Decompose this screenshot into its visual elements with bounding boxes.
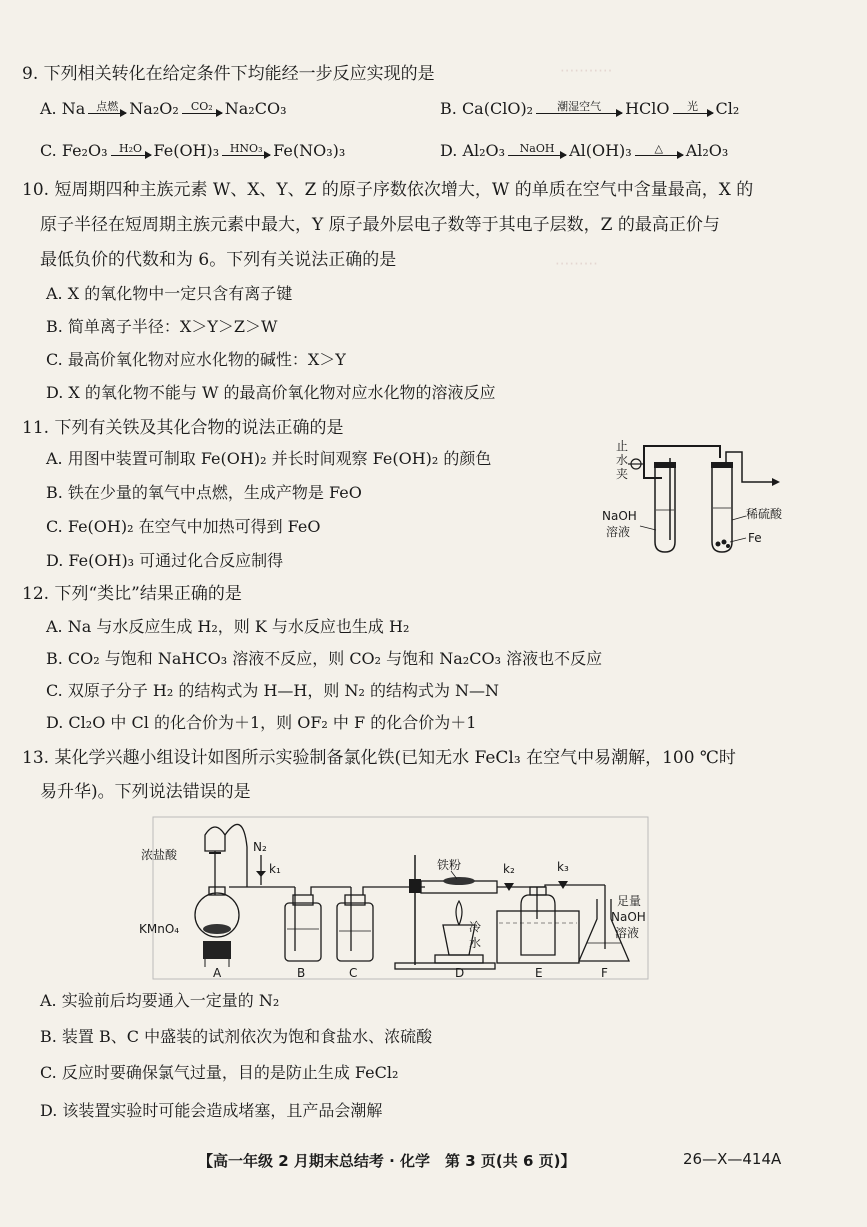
reaction-arrow-icon: CO₂: [182, 101, 222, 114]
reaction-arrow-icon: 光: [673, 101, 713, 114]
q13-option-b[interactable]: B. 装置 B、C 中盛装的试剂依次为饱和食盐水、浓硫酸: [40, 1027, 433, 1046]
water-clip-icon[interactable]: [628, 459, 644, 469]
svg-text:D: D: [455, 966, 465, 980]
q11-option-d[interactable]: D. Fe(OH)₃ 可通过化合反应制得: [46, 551, 284, 570]
svg-text:F: F: [601, 966, 608, 980]
reaction-arrow-icon: NaOH: [508, 143, 566, 156]
q9-stem: 9. 下列相关转化在给定条件下均能经一步反应实现的是: [22, 64, 435, 84]
clip-label: 止: [616, 439, 629, 453]
q13-option-a[interactable]: A. 实验前后均要通入一定量的 N₂: [40, 991, 280, 1010]
svg-text:溶液: 溶液: [615, 926, 640, 940]
svg-text:A: A: [213, 966, 222, 980]
q12-stem: 12. 下列“类比”结果正确的是: [22, 584, 242, 604]
acid-test-tube: [712, 466, 732, 552]
fe-oh2-apparatus-diagram: [600, 438, 800, 563]
svg-text:k₁: k₁: [269, 862, 281, 876]
exam-code: 26—X—414A: [683, 1150, 782, 1168]
q10-stem-line2: 原子半径在短周期主族元素中最大，Y 原子最外层电子数等于其电子层数，Z 的最高正价与: [40, 215, 720, 235]
svg-text:溶液: 溶液: [606, 525, 631, 539]
fecl3-apparatus-diagram: [125, 815, 650, 985]
q11-option-c[interactable]: C. Fe(OH)₂ 在空气中加热可得到 FeO: [46, 517, 321, 536]
reaction-arrow-icon: HNO₃: [222, 143, 270, 156]
q9-option-a[interactable]: A. Na 点燃 Na₂O₂ CO₂ Na₂CO₃: [40, 99, 287, 118]
reaction-arrow-icon: 潮湿空气: [536, 101, 622, 114]
cold-water-label: 冷: [469, 920, 482, 934]
apparatus-e: [497, 885, 605, 980]
q10-option-b[interactable]: B. 简单离子半径：X＞Y＞Z＞W: [46, 317, 278, 336]
q11-option-b[interactable]: B. 铁在少量的氧气中点燃，生成产物是 FeO: [46, 483, 362, 502]
valve-k1-icon[interactable]: [256, 871, 266, 877]
apparatus-c: [337, 887, 425, 980]
reaction-arrow-icon: 点燃: [88, 101, 126, 114]
q10-option-c[interactable]: C. 最高价氧化物对应水化物的碱性：X＞Y: [46, 350, 346, 369]
svg-text:k₂: k₂: [503, 862, 515, 876]
svg-text:夹: 夹: [616, 467, 629, 481]
page-footer: 【高一年级 2 月期末总结考 · 化学 第 3 页(共 6 页)】: [198, 1152, 576, 1170]
svg-text:C: C: [349, 966, 358, 980]
apparatus-b: [285, 887, 351, 980]
q13-stem-line1: 13. 某化学兴趣小组设计如图所示实验制备氯化铁(已知无水 FeCl₃ 在空气中易潮解，100 ℃时: [22, 748, 736, 768]
q9-option-b[interactable]: B. Ca(ClO)₂ 潮湿空气 HClO 光 Cl₂: [440, 99, 740, 118]
svg-text:E: E: [535, 966, 543, 980]
q9-option-d[interactable]: D. Al₂O₃ NaOH Al(OH)₃ △ Al₂O₃: [440, 141, 729, 160]
q12-option-a[interactable]: A. Na 与水反应生成 H₂，则 K 与水反应也生成 H₂: [46, 617, 410, 636]
svg-text:NaOH: NaOH: [611, 910, 646, 924]
q13-stem-line2: 易升华)。下列说法错误的是: [40, 782, 251, 802]
reaction-arrow-icon: H₂O: [111, 143, 151, 156]
q10-option-d[interactable]: D. X 的氧化物不能与 W 的最高价氧化物对应水化物的溶液反应: [46, 383, 496, 402]
bleed-through: ·········: [555, 255, 598, 273]
naoh-label: NaOH: [602, 509, 637, 523]
q10-stem-line3: 最低负价的代数和为 6。下列有关说法正确的是: [40, 250, 397, 270]
iron-powder-label: 铁粉: [437, 858, 462, 872]
apparatus-d: [395, 855, 497, 980]
svg-text:B: B: [297, 966, 306, 980]
naoh-solution-label: 足量: [617, 894, 642, 908]
q10-stem-line1: 10. 短周期四种主族元素 W、X、Y、Z 的原子序数依次增大，W 的单质在空气中含量最高，X 的: [22, 180, 754, 200]
q13-option-d[interactable]: D. 该装置实验时可能会造成堵塞，且产品会潮解: [40, 1101, 383, 1120]
dilute-acid-label: 稀硫酸: [746, 507, 783, 521]
conc-hcl-label: 浓盐酸: [141, 848, 178, 862]
kmno4-label: KMnO₄: [139, 922, 180, 936]
bleed-through: ···········: [560, 62, 613, 80]
svg-text:水: 水: [469, 936, 482, 950]
svg-text:k₃: k₃: [557, 860, 569, 874]
q12-option-b[interactable]: B. CO₂ 与饱和 NaHCO₃ 溶液不反应，则 CO₂ 与饱和 Na₂CO₃ 溶液也不反应: [46, 649, 603, 668]
n2-label: N₂: [253, 840, 267, 854]
svg-text:水: 水: [616, 453, 629, 467]
q10-option-a[interactable]: A. X 的氧化物中一定只含有离子键: [46, 284, 293, 303]
apparatus-a: [139, 824, 247, 980]
q11-stem: 11. 下列有关铁及其化合物的说法正确的是: [22, 418, 344, 438]
reaction-arrow-icon: △: [635, 143, 683, 156]
q12-option-c[interactable]: C. 双原子分子 H₂ 的结构式为 H—H，则 N₂ 的结构式为 N—N: [46, 681, 500, 700]
q12-option-d[interactable]: D. Cl₂O 中 Cl 的化合价为＋1，则 OF₂ 中 F 的化合价为＋1: [46, 713, 477, 732]
q9-option-c[interactable]: C. Fe₂O₃ H₂O Fe(OH)₃ HNO₃ Fe(NO₃)₃: [40, 141, 346, 160]
q13-option-c[interactable]: C. 反应时要确保氯气过量，目的是防止生成 FeCl₂: [40, 1063, 399, 1082]
fe-label: Fe: [748, 531, 762, 545]
q11-option-a[interactable]: A. 用图中装置可制取 Fe(OH)₂ 并长时间观察 Fe(OH)₂ 的颜色: [46, 449, 492, 468]
